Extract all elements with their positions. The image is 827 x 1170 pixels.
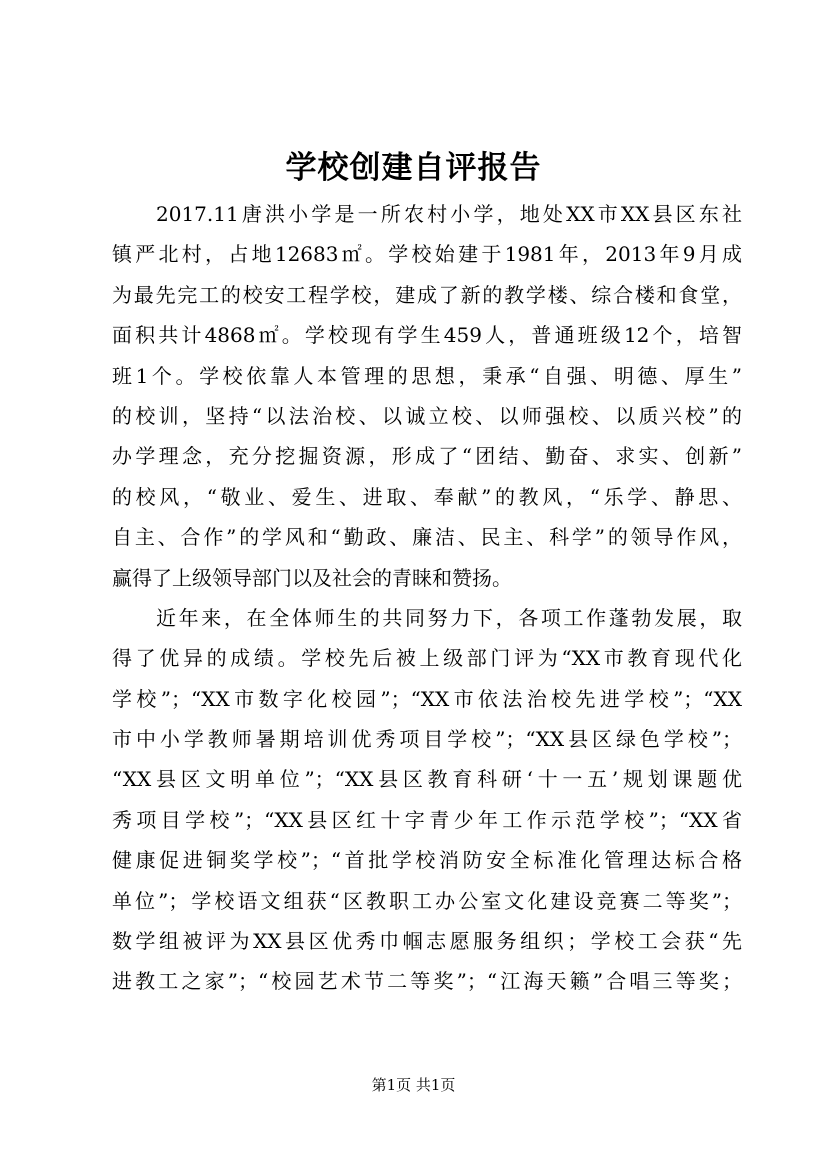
body-line: 的校风，“敬业、爱生、进取、奉献”的教风，“乐学、静思、 xyxy=(112,484,742,509)
body-line: 近年来，在全体师生的共同努力下，各项工作蓬勃发展，取 xyxy=(156,605,742,630)
body-line: 自主、合作”的学风和“勤政、廉洁、民主、科学”的领导作风， xyxy=(112,525,742,550)
body-line: 进教工之家”；“校园艺术节二等奖”；“江海天籁”合唱三等奖； xyxy=(112,969,742,994)
body-line: 班1个。学校依靠人本管理的思想，秉承“自强、明德、厚生” xyxy=(112,363,742,388)
body-line: 学校”；“XX市数字化校园”；“XX市依法治校先进学校”；“XX xyxy=(112,686,742,711)
body-line: 2017.11唐洪小学是一所农村小学，地处XX市XX县区东社 xyxy=(156,202,742,226)
document-title: 学校创建自评报告 xyxy=(285,150,542,186)
body-line: 健康促进铜奖学校”；“首批学校消防安全标准化管理达标合格 xyxy=(112,848,742,873)
body-line: 办学理念，充分挖掘资源，形成了“团结、勤奋、求实、创新” xyxy=(112,444,742,469)
body-line: 单位”；学校语文组获“区教职工办公室文化建设竞赛二等奖”； xyxy=(112,888,742,913)
body-line: 市中小学教师暑期培训优秀项目学校”；“XX县区绿色学校”； xyxy=(112,727,742,752)
body-line: 数学组被评为XX县区优秀巾帼志愿服务组织；学校工会获“先 xyxy=(112,929,742,954)
body-line: 面积共计4868㎡。学校现有学生459人，普通班级12个，培智 xyxy=(112,323,742,348)
document-body xyxy=(112,194,742,1002)
body-line: 的校训，坚持“以法治校、以诚立校、以师强校、以质兴校”的 xyxy=(112,403,742,428)
body-line: 秀项目学校”；“XX县区红十字青少年工作示范学校”；“XX省 xyxy=(112,807,742,832)
body-line: 镇严北村，占地12683㎡。学校始建于1981年，2013年9月成 xyxy=(112,242,742,267)
body-line: 得了优异的成绩。学校先后被上级部门评为“XX市教育现代化 xyxy=(112,646,742,671)
body-line: 赢得了上级领导部门以及社会的青睐和赞扬。 xyxy=(112,565,512,590)
page-number-footer: 第1页 共1页 xyxy=(371,1076,456,1094)
body-line: “XX县区文明单位”；“XX县区教育科研‘十一五’规划课题优 xyxy=(112,767,742,792)
body-line: 为最先完工的校安工程学校，建成了新的教学楼、综合楼和食堂， xyxy=(112,282,742,307)
